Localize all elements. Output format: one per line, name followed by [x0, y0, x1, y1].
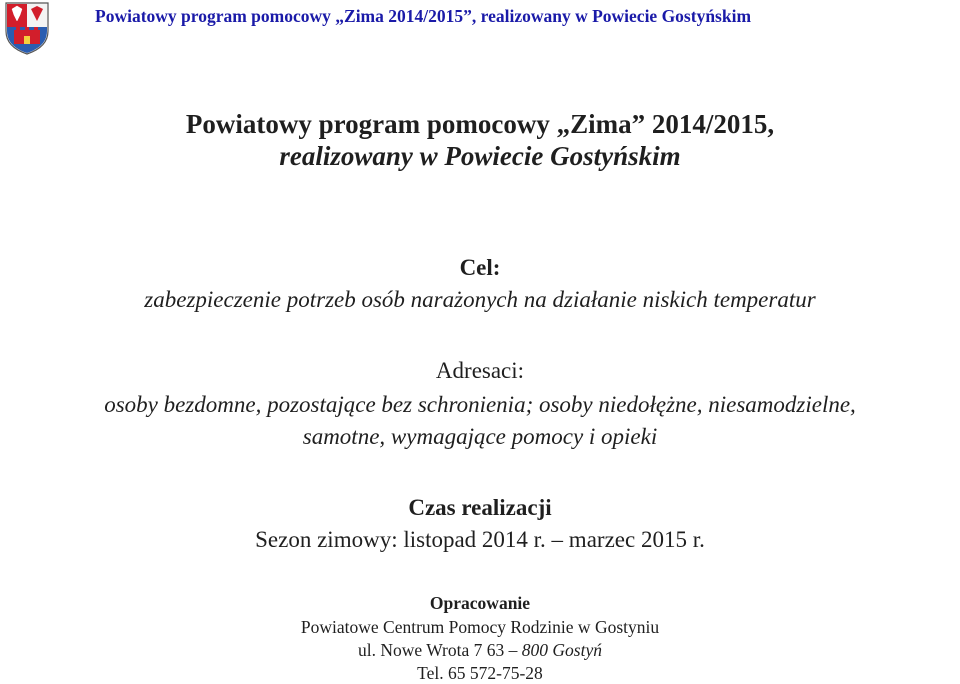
footer-address-dash: – [508, 640, 518, 660]
time-heading: Czas realizacji [408, 495, 552, 520]
footer-org: Powiatowe Centrum Pomocy Rodzinie w Gostyniu [300, 617, 660, 637]
footer-heading: Opracowanie [429, 593, 531, 613]
page-title-line1: Powiatowy program pomocowy „Zima” 2014/2015, [185, 109, 775, 139]
recipients-text-line1: osoby bezdomne, pozostające bez schronienia; osoby niedołężne, niesamodzielne, [104, 392, 856, 417]
page-header [0, 0, 960, 44]
footer-address-city: 800 Gostyń [521, 640, 602, 660]
footer-address-street: ul. Nowe Wrota 7 63 [358, 640, 505, 660]
footer-address [0, 640, 960, 661]
goal-heading: Cel: [459, 255, 501, 280]
coat-of-arms-icon [4, 1, 50, 55]
recipients-heading: Adresaci: [435, 358, 525, 383]
footer-phone: Tel. 65 572-75-28 [417, 663, 543, 683]
recipients-text-line2: samotne, wymagające pomocy i opieki [302, 424, 658, 449]
time-text: Sezon zimowy: listopad 2014 r. – marzec 2015 r. [255, 527, 705, 552]
header-title: Powiatowy program pomocowy „Zima 2014/2015”, realizowany w Powiecie Gostyńskim [95, 6, 752, 26]
goal-text: zabezpieczenie potrzeb osób narażonych na działanie niskich temperatur [144, 287, 816, 312]
page-title-line2: realizowany w Powiecie Gostyńskim [279, 141, 681, 171]
